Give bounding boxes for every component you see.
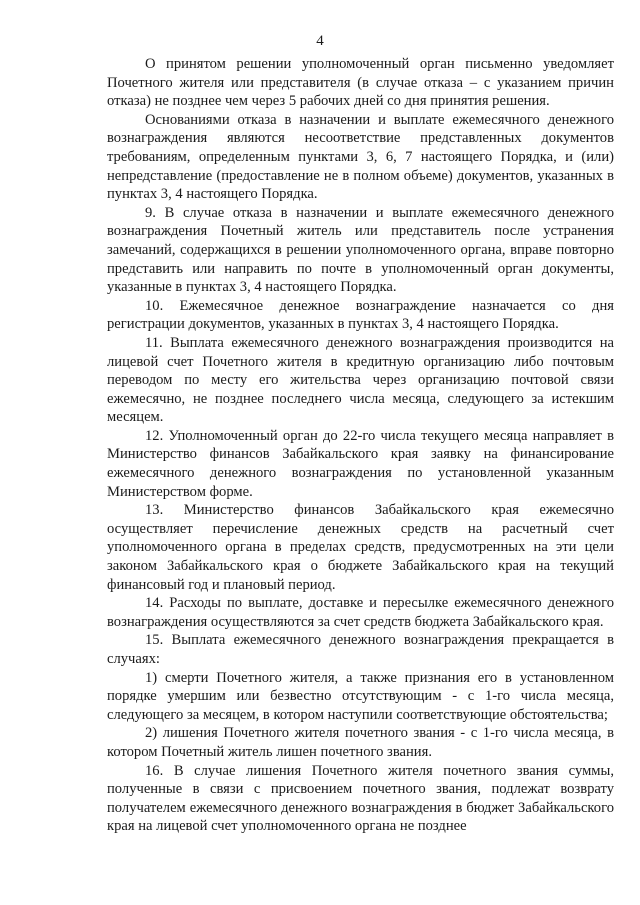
paragraph-15-item-2: 2) лишения Почетного жителя почетного звания - с 1-го числа месяца, в котором Почетный житель лишен почетного звания. [107,725,614,760]
paragraph-10: 10. Ежемесячное денежное вознаграждение назначается со дня регистрации документов, указанных в пунктах 3, 4 настоящего Порядка. [107,297,614,333]
paragraph-15-item-1: 1) смерти Почетного жителя, а также признания его в установленном порядке умершим или безвестно отсутствующим - с 1-го числа месяца, следующего за месяцем, в котором наступили соответствующие обстоятельства; [107,669,614,723]
paragraph-14: 14. Расходы по выплате, доставке и пересылке ежемесячного денежного вознаграждения осуществляются за счет средств бюджета Забайкальского края. [107,595,614,630]
paragraph-9: 9. В случае отказа в назначении и выплате ежемесячного денежного вознаграждения Почетный житель или представитель после устранения замечаний, содержащихся в решении уполномоченного органа, вправе повторно представить или направить по почте в уполномоченный орган документы, указанные в пунктах 3, 4 настоящего Порядка. [107,204,614,296]
page-number: 4 [316,33,324,49]
paragraph-notification: О принятом решении уполномоченный орган письменно уведомляет Почетного жителя или представителя (в случае отказа – с указанием причин отказа) не позднее чем через 5 рабочих дней со дня принятия решения. [107,56,614,110]
paragraph-16: 16. В случае лишения Почетного жителя почетного звания суммы, полученные в связи с присвоением почетного звания, подлежат возврату получателем ежемесячного денежного вознаграждения в бюджет Забайкальского края на лицевой счет уполномоченного органа не позднее [107,762,614,835]
paragraph-11: 11. Выплата ежемесячного денежного вознаграждения производится на лицевой счет Почетного жителя в кредитную организацию либо почтовым переводом по месту его жительства через организацию почтовой связи ежемесячно, не позднее последнего числа месяца, следующего за истекшим месяцем. [107,334,614,426]
document-body [107,55,614,836]
paragraph-15: 15. Выплата ежемесячного денежного вознаграждения прекращается в случаях: [107,632,614,667]
paragraph-12: 12. Уполномоченный орган до 22-го числа текущего месяца направляет в Министерство финансов Забайкальского края заявку на финансирование ежемесячного денежного вознаграждения по установленной указанным Министерством форме. [107,427,614,500]
paragraph-13: 13. Министерство финансов Забайкальского края ежемесячно осуществляет перечисление денежных средств на расчетный счет уполномоченного органа в пределах средств, предусмотренных на эти цели законом Забайкальского края о бюджете Забайкальского края на текущий финансовый год и плановый период. [107,502,614,593]
paragraph-refusal-grounds: Основаниями отказа в назначении и выплате ежемесячного денежного вознаграждения являются несоответствие представленных документов требованиям, определенным пунктами 3, 6, 7 настоящего Порядка, и (или) непредставление (предоставление не в полном объеме) документов, указанных в пунктах 3, 4 настоящего Порядка. [107,111,614,203]
